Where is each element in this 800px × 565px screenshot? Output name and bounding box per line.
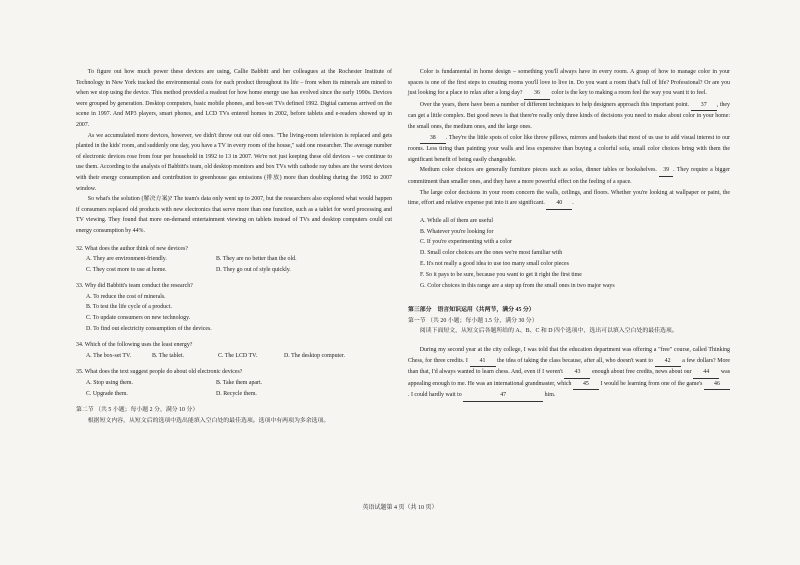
option-item: G. Color choices in this range are a step up from the small ones in two major ways [420, 282, 615, 289]
option-item: C. If you're experimenting with a color [420, 239, 512, 246]
section-2-title: 第二节 （共 5 小题；每小题 2 分，满分 10 分） [76, 407, 199, 414]
blank-44: 44 [693, 367, 719, 379]
passage-paragraph: Color is fundamental in home design – something you'll always have in every room. A grasp of how to manage color in your spaces is one of the first steps to creating rooms you'll love to live in. Do you want a room that's full of life? Professional? Or are you just looking for a place to relax after a long day? 36 color is the key to making a room feel the way you want it to feel. [408, 67, 730, 100]
option-item: F. So it pays to be sure, because you want to get it right the first time [420, 271, 582, 278]
blank-37: 37 [691, 100, 717, 112]
section-2-instructions: 根据短文内容，从短文后的选项中选出能填入空白处的最佳选项。选项中有两项为多余选项。 [87, 417, 330, 424]
option-a: A. They are environment-friendly. [86, 256, 167, 263]
passage-paragraph: Over the years, there have been a number of different techniques to help designers approach this important point. 37 , they can get a little complex. But good news is that there're really only three kinds of decisions you need to make about color in your home: the small ones, the medium ones, and the large ones. [408, 101, 730, 130]
blank-47: 47 [463, 390, 543, 402]
option-item: A. While all of them are useful [420, 217, 494, 224]
option-b: B. Take them apart. [216, 380, 263, 387]
question-stem: 35. What does the text suggest people do about old electronic devices? [76, 369, 243, 376]
cloze-passage: During my second year at the city college, I was told that the education department was offering a "free" course, called Thinking Chess, for three credits. I 41 the idea of taking the class because, after all, who doesn't want to 42 a few dollars? More than that, I'd always wanted to learn chess. And, even if I weren't 43 enough about free credits, news about our 44 was appealing enough to me. He was an international grandmaster, which 45 I would be learning from one of the game's 46. I could hardly wait to 47 him. [408, 345, 730, 402]
passage-paragraph: As we accumulated more devices, however, we didn't throw out our old ones. "The living-room television is replaced and gets planted in the kids' room, and suddenly one day, you have a TV in every room of the house," said one researcher. The average number of electronic devices rose from four per household in 1992 to 13 in 2007. We're not just keeping these old devices – we continue to use them. According to the analysis of Babbitt's team, old desktop monitors and box TVs with cathode ray tubes are the worst devices with their energy consumption and contribution to greenhouse gas emissions (排放) more than doubling during the 1992 to 2007 window. [76, 132, 392, 192]
passage-paragraph: 38 . They're the little spots of color like throw pillows, mirrors and baskets that most of us use to add visual interest to our rooms. Less tiring than painting your walls and less expensive than buying a colorful sofa, small color choices bring with them the significant benefit of being easily changeable. [408, 134, 730, 163]
option-a: A. Stop using them. [86, 380, 133, 387]
question-stem: 32. What does the author think of new devices? [76, 245, 188, 252]
question-options [76, 254, 392, 275]
question-options [76, 292, 392, 334]
option-d: D. They go out of style quickly. [216, 266, 291, 273]
right-column [408, 67, 730, 402]
option-item: B. Whatever you're looking for [420, 228, 494, 235]
question-34 [76, 340, 392, 361]
page-footer: 英语试题第 4 页（共 10 页） [362, 505, 438, 511]
blank-46: 46 [704, 379, 730, 391]
blank-42: 42 [655, 356, 681, 368]
blank-45: 45 [573, 379, 599, 391]
option-c: C. To update consumers on new technology. [86, 315, 191, 322]
blank-43: 43 [564, 367, 590, 379]
passage-paragraph: To figure out how much power these devices are using, Callie Babbitt and her colleagues at the Rochester Institute of Technology in New York tracked the environmental costs for each product throughout its life – from when its minerals are mined to when we stop using the device. This method provided a readout for how home energy use has evolved since the early 1990s. Devices were grouped by generation. Desktop computers, basic mobile phones, and box-set TVs defined 1992. Digital cameras arrived on the scene in 1997. And MP3 players, smart phones, and LCD TVs entered homes in 2002, before tablets and e-readers showed up in 2007. [76, 69, 392, 128]
option-a: A. To reduce the cost of minerals. [86, 293, 166, 300]
passage-paragraph: Medium color choices are generally furniture pieces such as sofas, dinner tables or bookshelves. 39 . They require a bigger commitment than smaller ones, and they have a more powerful effect on the feeling of a space. [408, 167, 731, 185]
question-stem: 34. Which of the following uses the least energy? [76, 342, 193, 349]
option-b: B. They are no better than the old. [216, 256, 297, 263]
passage-paragraph: The large color decisions in your room concern the walls, ceilings, and floors. Whether you're looking at wallpaper or paint, the time, effort and relative expense put into it are significant. 40 . [408, 188, 730, 210]
option-b: B. To test the life cycle of a product. [86, 304, 172, 311]
question-stem: 33. Why did Babbitt's team conduct the research? [76, 283, 193, 290]
passage-paragraph: So what's the solution (解决方案)? The team's data only went up to 2007, but the researchers also explored what would happen if consumers replaced old products with new electronics that serve more than one function, such as a tablet for word processing and TV viewing. They found that more on-demand entertainment viewing on tablets instead of TVs and desktop computers could cut energy consumption by 44%. [76, 196, 392, 234]
blank-41: 41 [470, 356, 496, 368]
option-a: A. The box-set TV. [86, 352, 131, 359]
question-options [76, 378, 392, 399]
option-d: D. Recycle them. [216, 390, 257, 397]
question-33 [76, 281, 392, 334]
option-c: C. Upgrade them. [86, 390, 128, 397]
blank-39: 39 [659, 165, 673, 177]
answer-options-list [408, 216, 730, 292]
question-35 [76, 367, 392, 399]
part-3-title: 第三部分 语言知识运用（共两节，满分 45 分） [408, 307, 535, 314]
option-b: B. The tablet. [152, 352, 184, 359]
section-1-instructions: 阅读下面短文，从短文后各题所给的 A、B、C 和 D 四个选项中，选出可以填入空白处的最佳选项。 [419, 328, 678, 335]
blank-38: 38 [420, 133, 446, 145]
option-d: D. The desktop computer. [284, 352, 345, 359]
question-32 [76, 244, 392, 276]
question-options [76, 351, 392, 362]
section-1-title: 第一节 （共 20 小题；每小题 1.5 分，满分 30 分） [408, 317, 538, 324]
option-c: C. The LCD TV. [218, 352, 258, 359]
option-item: D. Small color choices are the ones we're most familiar with [420, 250, 563, 257]
left-column [76, 67, 392, 426]
blank-36: 36 [524, 88, 550, 100]
option-item: E. It's not really a good idea to use too many small color pieces [420, 260, 569, 267]
option-d: D. To find out electricity consumption of the devices. [86, 325, 212, 332]
option-c: C. They cost more to use at home. [86, 266, 167, 273]
blank-40: 40 [546, 198, 572, 210]
